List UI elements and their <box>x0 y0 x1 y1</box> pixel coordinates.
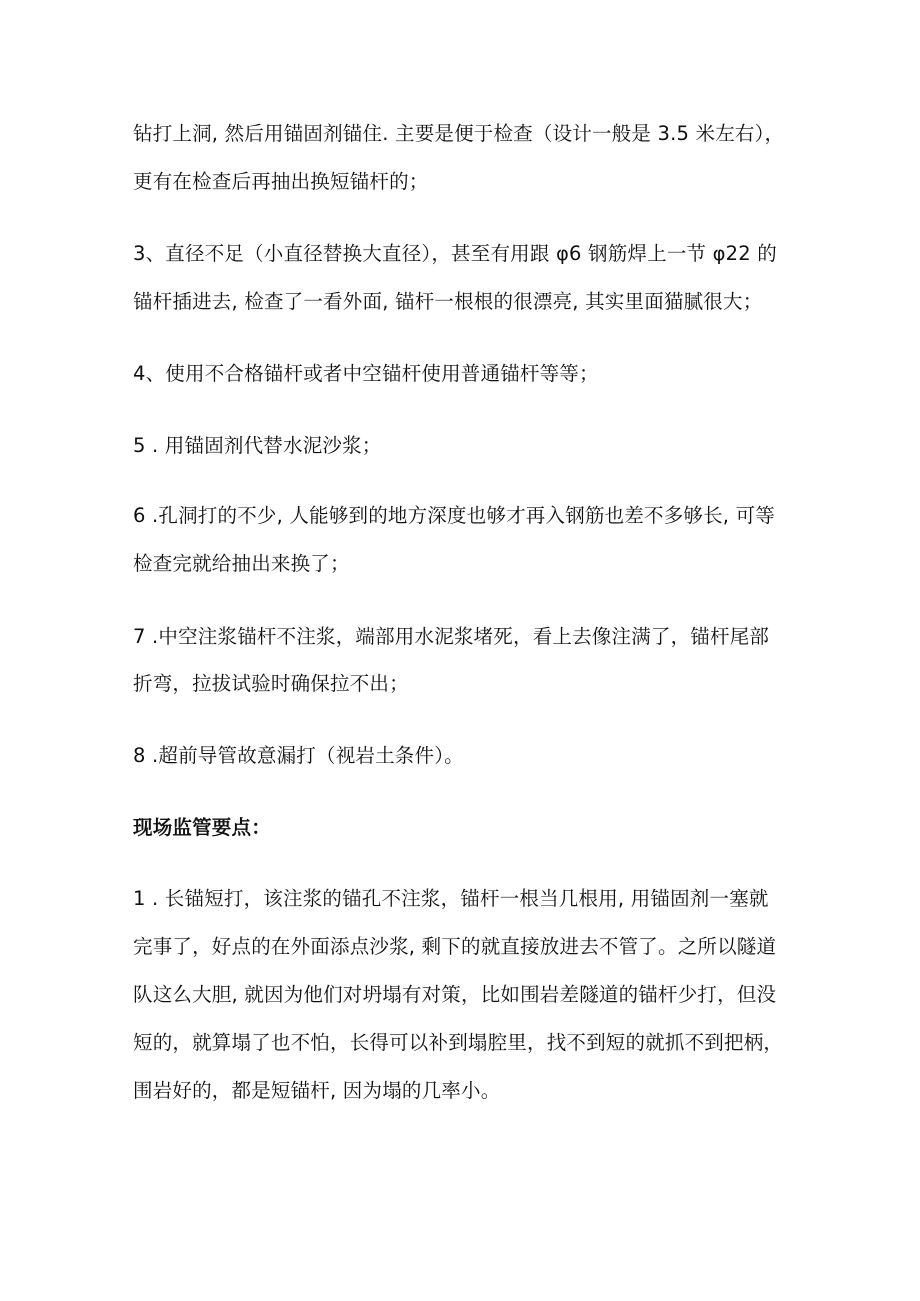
section-heading: 现场监管要点： <box>133 816 271 839</box>
text-line: 完事了，好点的在外面添点沙浆, 剩下的就直接放进去不管了。之所以隧道 <box>133 935 777 958</box>
text-line: 5 . 用锚固剂代替水泥沙浆； <box>133 434 382 457</box>
text-line: 更有在检查后再抽出换短锚杆的； <box>133 170 429 193</box>
text-line: 1 . 长锚短打，该注浆的锚孔不注浆，锚杆一根当几根用, 用锚固剂一塞就 <box>133 887 769 910</box>
text-line: 队这么大胆, 就因为他们对坍塌有对策，比如围岩差隧道的锚杆少打，但没 <box>133 983 777 1006</box>
text-line: 折弯，拉拔试验时确保拉不出； <box>133 672 409 695</box>
text-line: 4、使用不合格锚杆或者中空锚杆使用普通锚杆等等； <box>133 362 599 385</box>
text-line: 检查完就给抽出来换了； <box>133 552 350 575</box>
text-line: 锚杆插进去, 检查了一看外面, 锚杆一根根的很漂亮, 其实里面猫腻很大； <box>133 290 763 313</box>
text-line: 3、直径不足（小直径替换大直径），甚至有用跟 φ6 钢筋焊上一节 φ22 的 <box>133 242 777 265</box>
text-line: 钻打上洞, 然后用锚固剂锚住. 主要是便于检查（设计一般是 3.5 米左右）， <box>133 122 785 145</box>
text-line: 围岩好的，都是短锚杆, 因为塌的几率小。 <box>133 1079 501 1102</box>
text-line: 8 .超前导管故意漏打（视岩土条件）。 <box>133 744 464 767</box>
text-line: 6 .孔洞打的不少, 人能够到的地方深度也够才再入钢筋也差不多够长, 可等 <box>133 504 775 527</box>
text-line: 短的，就算塌了也不怕，长得可以补到塌腔里，找不到短的就抓不到把柄， <box>133 1031 784 1054</box>
text-line: 7 .中空注浆锚杆不注浆，端部用水泥浆堵死，看上去像注满了，锚杆尾部 <box>133 625 770 648</box>
